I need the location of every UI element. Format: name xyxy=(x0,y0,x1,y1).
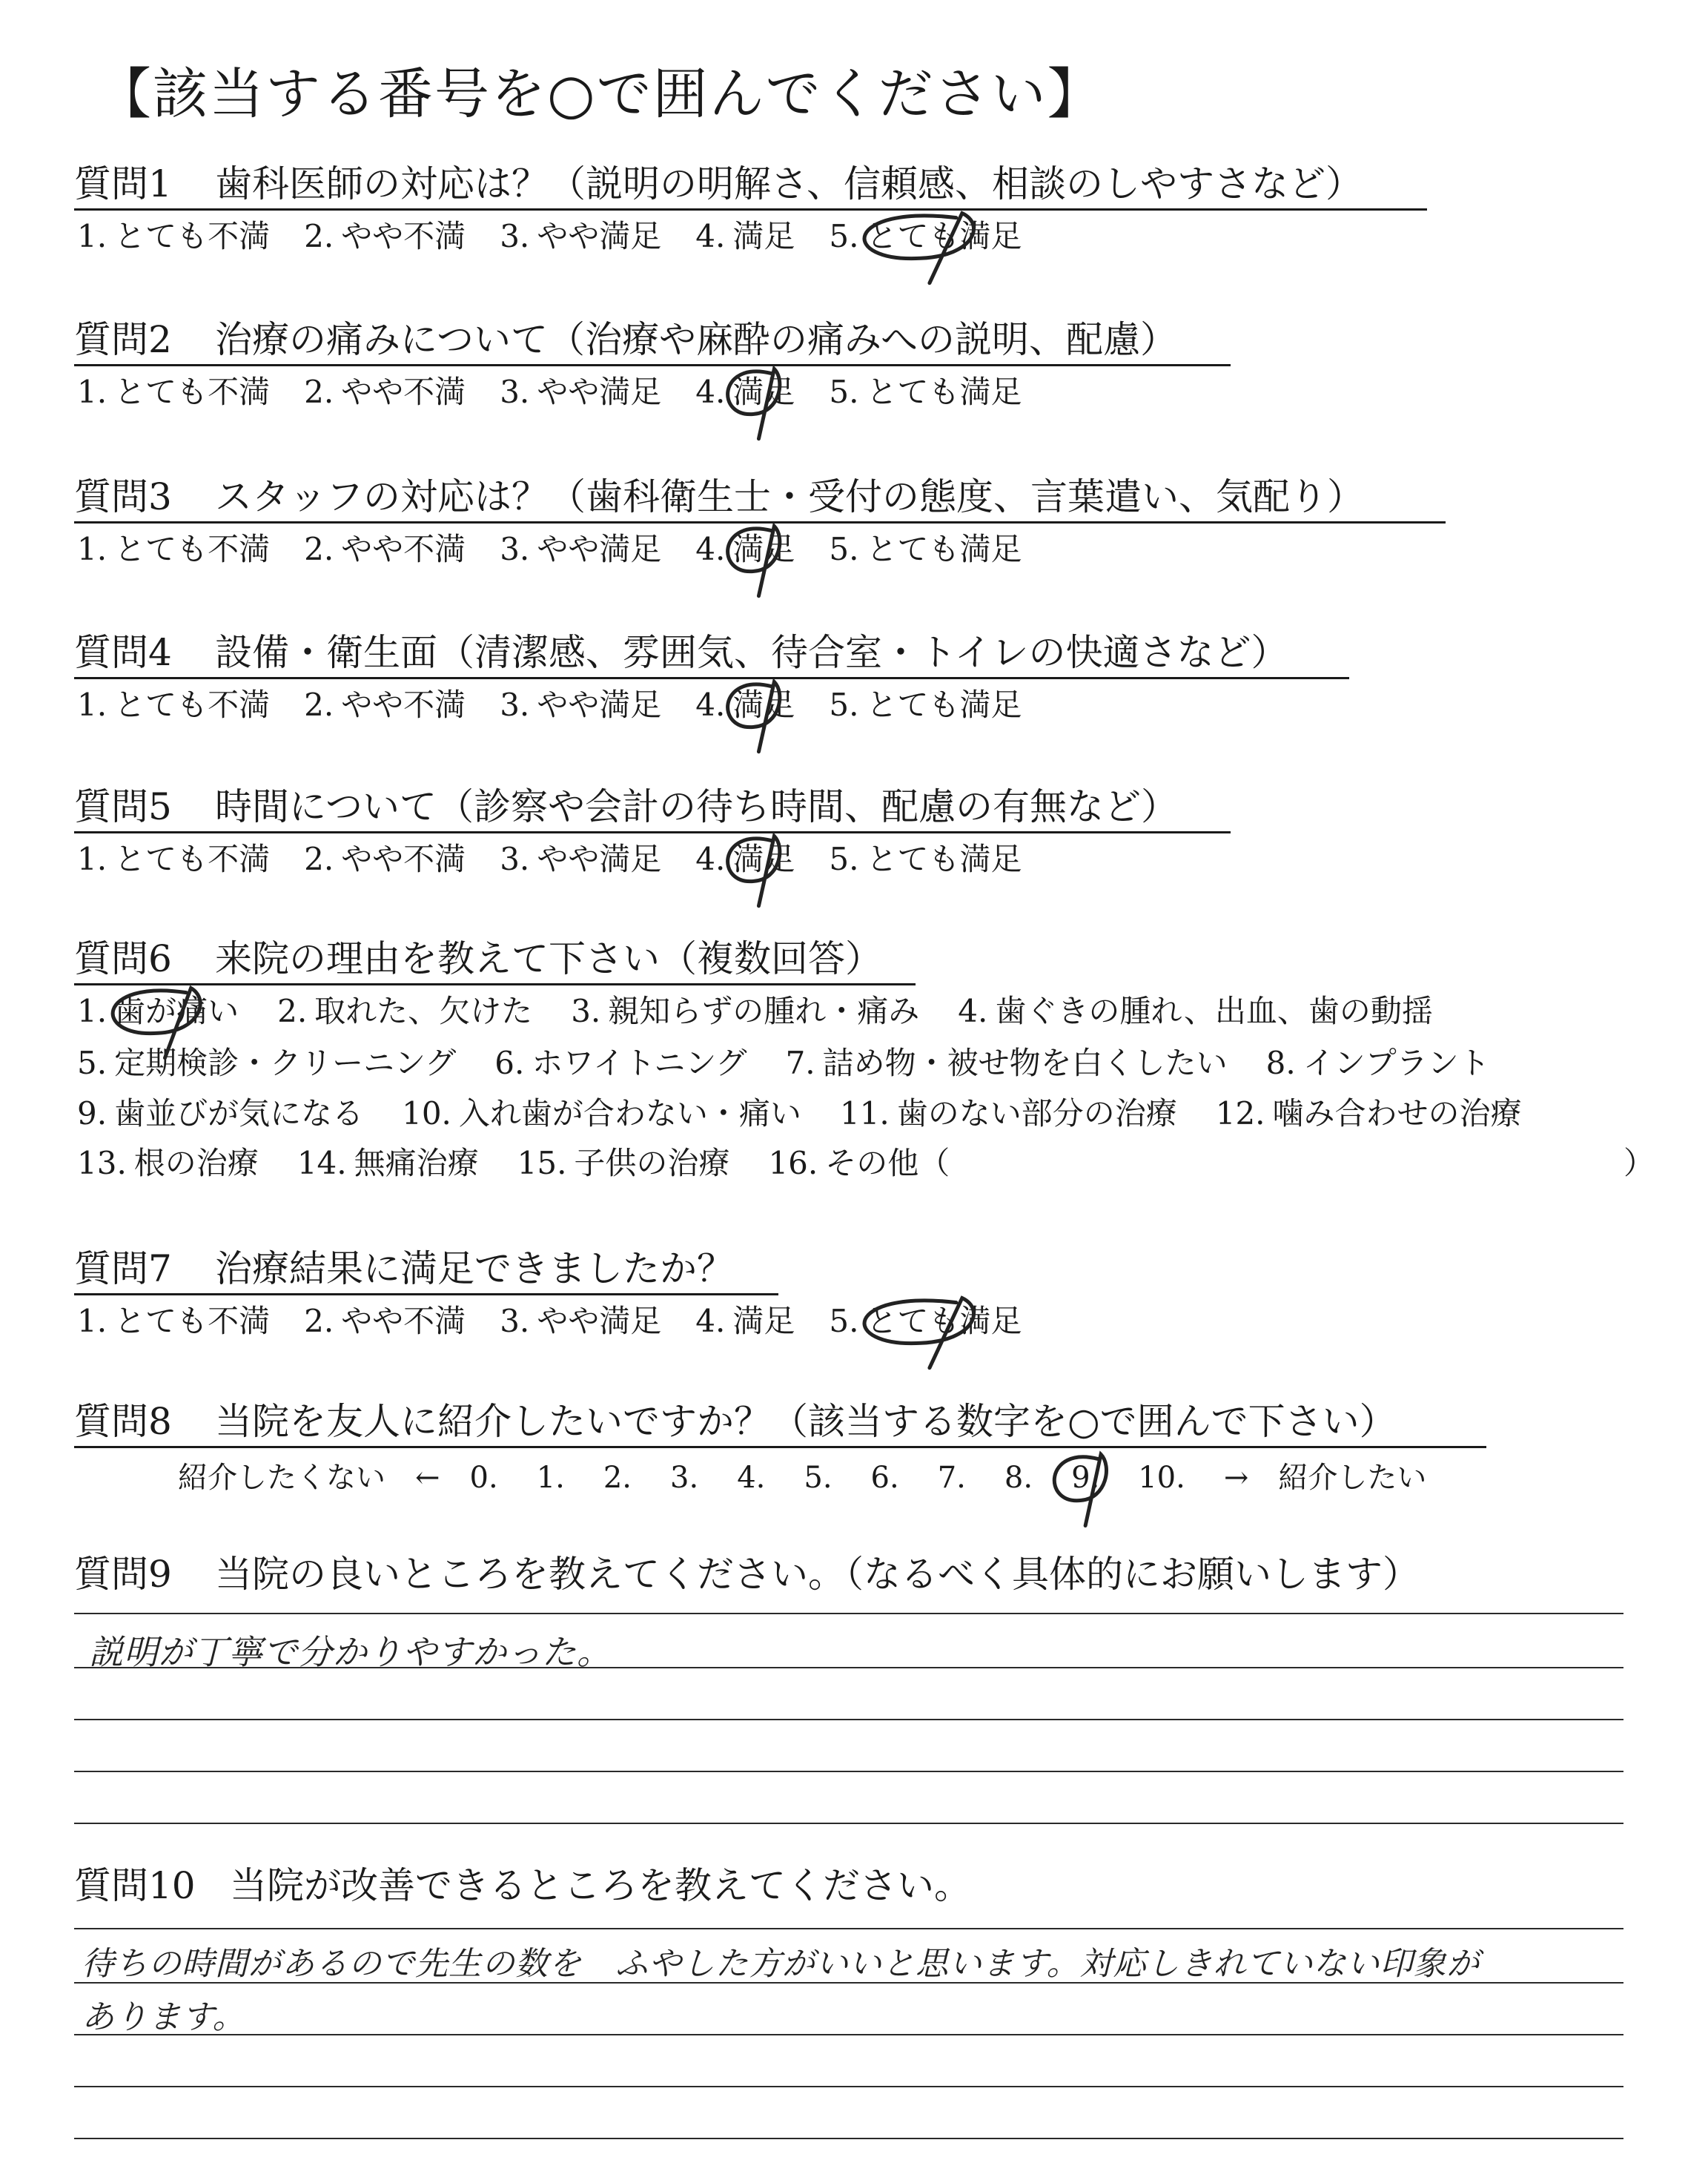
q6-row xyxy=(77,992,1472,1031)
q10-heading xyxy=(74,1863,971,1908)
rating-option[interactable] xyxy=(695,217,795,256)
scale-number[interactable]: 7. xyxy=(937,1461,966,1495)
q6-underline xyxy=(74,983,916,985)
reason-option[interactable] xyxy=(958,993,1433,1029)
option-label: 子供の治療 xyxy=(574,1145,730,1181)
option-number: 5. xyxy=(829,374,859,410)
q8-scale xyxy=(178,1459,1426,1496)
option-number: 3. xyxy=(500,1303,530,1339)
option-number: 2. xyxy=(304,1303,334,1339)
q10-line-1 xyxy=(74,1928,1623,1929)
rating-option[interactable] xyxy=(500,686,661,724)
q10-line-3 xyxy=(74,2034,1623,2035)
option-label: 無痛治療 xyxy=(354,1145,479,1181)
rating-option[interactable] xyxy=(304,530,466,569)
option-label: 歯ぐきの腫れ、出血、歯の動揺 xyxy=(995,993,1433,1029)
reason-option[interactable] xyxy=(77,1045,456,1081)
rating-option[interactable] xyxy=(500,217,661,256)
page-title: 【該当する番号を○で囲んでください】 xyxy=(96,62,1104,126)
option-number: 13. xyxy=(77,1145,127,1181)
option-number: 6. xyxy=(494,1045,525,1081)
option-number: 5. xyxy=(77,1045,107,1081)
option-number: 4. xyxy=(695,374,726,410)
scale-number[interactable]: 8. xyxy=(1004,1461,1033,1495)
option-label: インプラント xyxy=(1302,1045,1490,1081)
q7-underline xyxy=(74,1293,778,1295)
q3-heading xyxy=(74,475,1364,519)
q6-row xyxy=(77,1094,1560,1133)
q8-left-arrow: ← xyxy=(415,1461,440,1495)
q8-underline xyxy=(74,1446,1486,1448)
option-label: とても不満 xyxy=(114,374,271,410)
reason-option[interactable] xyxy=(786,1045,1228,1081)
option-number: 4. xyxy=(958,993,988,1029)
option-number: 4. xyxy=(695,841,726,877)
q9-number: 質問9 xyxy=(74,1553,172,1596)
rating-option[interactable] xyxy=(304,686,466,724)
rating-option[interactable] xyxy=(77,530,270,569)
q10-answer-line1[interactable]: 待ちの時間があるので先生の数を ふやした方がいいと思います。対応しきれていない印象が xyxy=(82,1945,1480,1983)
option-number: 8. xyxy=(1265,1045,1296,1081)
option-number: 16. xyxy=(768,1145,818,1181)
q9-heading xyxy=(74,1552,1420,1596)
option-label: とても満足 xyxy=(866,841,1022,877)
rating-option[interactable] xyxy=(304,1302,466,1341)
q9-line-5 xyxy=(74,1823,1623,1824)
option-number: 1. xyxy=(77,531,107,567)
q4-number: 質問4 xyxy=(74,631,172,674)
reason-option[interactable] xyxy=(277,993,532,1029)
q1-options xyxy=(77,217,1056,256)
rating-option[interactable] xyxy=(77,217,270,256)
rating-option[interactable] xyxy=(77,686,270,724)
scale-number[interactable]: 9. xyxy=(1071,1461,1100,1495)
option-label: とても満足 xyxy=(866,531,1022,567)
q2-heading xyxy=(74,317,1177,362)
option-label: ホワイトニング xyxy=(532,1045,747,1081)
option-label: 満足 xyxy=(732,218,795,254)
option-number: 10. xyxy=(402,1095,451,1132)
option-label: やや満足 xyxy=(537,531,662,567)
q2-number: 質問2 xyxy=(74,318,172,361)
q1-underline xyxy=(74,208,1427,211)
option-number: 3. xyxy=(500,841,530,877)
option-number: 1. xyxy=(77,993,107,1029)
q4-underline xyxy=(74,677,1349,679)
q6-text: 来院の理由を教えて下さい（複数回答） xyxy=(215,937,882,980)
rating-option[interactable] xyxy=(829,1302,1022,1341)
scale-number[interactable]: 10. xyxy=(1138,1461,1185,1495)
reason-option[interactable] xyxy=(768,1145,950,1181)
scale-number[interactable]: 0. xyxy=(469,1461,498,1495)
reason-option[interactable] xyxy=(1216,1095,1522,1132)
q4-heading xyxy=(74,630,1288,675)
q6-row xyxy=(77,1144,988,1183)
option-number: 15. xyxy=(517,1145,567,1181)
option-number: 3. xyxy=(500,374,530,410)
option-label: とても満足 xyxy=(866,374,1022,410)
option-number: 2. xyxy=(304,218,334,254)
reason-option[interactable] xyxy=(840,1095,1177,1132)
q3-number: 質問3 xyxy=(74,475,172,518)
option-number: 2. xyxy=(304,374,334,410)
option-label: とても不満 xyxy=(114,531,271,567)
scale-number[interactable]: 5. xyxy=(804,1461,833,1495)
option-number: 5. xyxy=(829,687,859,723)
option-label: 根の治療 xyxy=(133,1145,259,1181)
q6-other-close: ） xyxy=(1623,1145,1655,1181)
q4-options xyxy=(77,686,1056,724)
q2-text: 治療の痛みについて（治療や麻酔の痛みへの説明、配慮） xyxy=(215,318,1177,361)
q8-heading xyxy=(74,1399,1397,1444)
option-label: やや満足 xyxy=(537,841,662,877)
scale-number[interactable]: 6. xyxy=(870,1461,899,1495)
rating-option[interactable] xyxy=(500,530,661,569)
option-number: 3. xyxy=(500,687,530,723)
option-label: とても満足 xyxy=(866,1303,1022,1339)
rating-option[interactable] xyxy=(500,840,661,879)
option-label: 歯のない部分の治療 xyxy=(896,1095,1177,1132)
option-label: やや満足 xyxy=(537,218,662,254)
option-number: 4. xyxy=(695,218,726,254)
option-label: 満足 xyxy=(732,374,795,410)
option-number: 3. xyxy=(500,218,530,254)
reason-option[interactable] xyxy=(77,993,239,1029)
option-label: とても不満 xyxy=(114,687,271,723)
option-label: その他（ xyxy=(825,1145,950,1181)
rating-option[interactable] xyxy=(695,530,795,569)
option-label: とても不満 xyxy=(114,1303,271,1339)
option-label: 親知らずの腫れ・痛み xyxy=(608,993,920,1029)
option-label: 歯並びが気になる xyxy=(114,1095,364,1132)
option-label: 満足 xyxy=(732,841,795,877)
option-number: 1. xyxy=(77,218,107,254)
option-label: やや満足 xyxy=(537,374,662,410)
option-number: 5. xyxy=(829,531,859,567)
scale-number[interactable]: 2. xyxy=(603,1461,632,1495)
option-label: やや不満 xyxy=(341,687,466,723)
q7-text: 治療結果に満足できましたか？ xyxy=(215,1247,734,1290)
rating-option[interactable] xyxy=(77,840,270,879)
q5-underline xyxy=(74,831,1231,833)
option-number: 3. xyxy=(500,531,530,567)
reason-option[interactable] xyxy=(517,1145,730,1181)
reason-option[interactable] xyxy=(77,1095,363,1132)
option-number: 2. xyxy=(277,993,308,1029)
q3-underline xyxy=(74,521,1446,524)
rating-option[interactable] xyxy=(304,217,466,256)
option-label: 満足 xyxy=(732,687,795,723)
q10-answer-line2[interactable]: あります。 xyxy=(82,1998,246,2036)
rating-option[interactable] xyxy=(829,840,1022,879)
q10-number: 質問10 xyxy=(74,1864,196,1907)
q1-number: 質問1 xyxy=(74,162,172,205)
q7-options xyxy=(77,1302,1056,1341)
q5-options xyxy=(77,840,1056,879)
reason-option[interactable] xyxy=(297,1145,479,1181)
option-label: とても不満 xyxy=(114,218,271,254)
rating-option[interactable] xyxy=(304,840,466,879)
option-label: 詰め物・被せ物を白くしたい xyxy=(822,1045,1228,1081)
q7-heading xyxy=(74,1246,734,1291)
option-label: やや不満 xyxy=(341,531,466,567)
rating-option[interactable] xyxy=(500,373,661,412)
option-number: 5. xyxy=(829,218,859,254)
rating-option[interactable] xyxy=(829,530,1022,569)
option-number: 5. xyxy=(829,841,859,877)
reason-option[interactable] xyxy=(77,1145,259,1181)
rating-option[interactable] xyxy=(829,217,1022,256)
option-number: 9. xyxy=(77,1095,107,1132)
scale-number[interactable]: 1. xyxy=(536,1461,565,1495)
option-label: 満足 xyxy=(732,531,795,567)
reason-option[interactable] xyxy=(571,993,919,1029)
option-label: 歯が痛い xyxy=(114,993,239,1029)
option-number: 12. xyxy=(1215,1095,1265,1132)
option-label: やや不満 xyxy=(341,1303,466,1339)
option-number: 2. xyxy=(304,531,334,567)
q7-number: 質問7 xyxy=(74,1247,172,1290)
option-number: 7. xyxy=(785,1045,815,1081)
option-label: やや満足 xyxy=(537,1303,662,1339)
option-label: とても不満 xyxy=(114,841,271,877)
q9-line-4 xyxy=(74,1771,1623,1772)
rating-option[interactable] xyxy=(695,686,795,724)
q5-text: 時間について（診察や会計の待ち時間、配慮の有無など） xyxy=(215,785,1178,828)
option-number: 5. xyxy=(829,1303,859,1339)
q2-options xyxy=(77,373,1056,412)
option-label: やや不満 xyxy=(341,218,466,254)
q3-options xyxy=(77,530,1056,569)
rating-option[interactable] xyxy=(77,373,270,412)
q6-number: 質問6 xyxy=(74,937,172,980)
q5-number: 質問5 xyxy=(74,785,172,828)
q9-answer[interactable]: 説明が丁寧で分かりやすかった。 xyxy=(89,1632,612,1672)
q2-underline xyxy=(74,364,1231,366)
option-number: 1. xyxy=(77,687,107,723)
rating-option[interactable] xyxy=(695,373,795,412)
scale-number[interactable]: 3. xyxy=(670,1461,699,1495)
q8-text: 当院を友人に紹介したいですか？（該当する数字を○で囲んで下さい） xyxy=(215,1400,1397,1443)
q6-row xyxy=(77,1044,1529,1083)
reason-option[interactable] xyxy=(1266,1045,1490,1081)
rating-option[interactable] xyxy=(829,373,1022,412)
q6-heading xyxy=(74,937,882,981)
rating-option[interactable] xyxy=(304,373,466,412)
q4-text: 設備・衛生面（清潔感、雰囲気、待合室・トイレの快適さなど） xyxy=(215,631,1288,674)
q9-line-3 xyxy=(74,1719,1623,1720)
option-label: やや不満 xyxy=(341,841,466,877)
option-label: 噛み合わせの治療 xyxy=(1272,1095,1522,1132)
q1-text: 歯科医師の対応は？（説明の明解さ、信頼感、相談のしやすさなど） xyxy=(215,162,1363,205)
q1-heading xyxy=(74,162,1363,206)
option-number: 1. xyxy=(77,1303,107,1339)
option-number: 3. xyxy=(571,993,601,1029)
reason-option[interactable] xyxy=(402,1095,801,1132)
scale-number[interactable]: 4. xyxy=(737,1461,766,1495)
option-number: 4. xyxy=(695,531,726,567)
option-number: 4. xyxy=(695,1303,726,1339)
q9-line-1 xyxy=(74,1613,1623,1614)
option-label: 定期検診・クリーニング xyxy=(114,1045,457,1081)
q10-line-4 xyxy=(74,2086,1623,2087)
option-label: 取れた、欠けた xyxy=(314,993,533,1029)
reason-option[interactable] xyxy=(494,1045,747,1081)
rating-option[interactable] xyxy=(829,686,1022,724)
option-label: やや不満 xyxy=(341,374,466,410)
q8-left-label: 紹介したくない xyxy=(178,1461,385,1495)
rating-option[interactable] xyxy=(77,1302,270,1341)
option-label: 入れ歯が合わない・痛い xyxy=(458,1095,801,1132)
rating-option[interactable] xyxy=(695,840,795,879)
q9-text: 当院の良いところを教えてください。（なるべく具体的にお願いします） xyxy=(215,1553,1420,1596)
option-number: 4. xyxy=(695,687,726,723)
option-label: 満足 xyxy=(732,1303,795,1339)
option-number: 1. xyxy=(77,374,107,410)
option-label: とても満足 xyxy=(866,218,1022,254)
option-number: 2. xyxy=(304,841,334,877)
q5-heading xyxy=(74,785,1178,829)
q10-line-5 xyxy=(74,2138,1623,2139)
q10-text: 当院が改善できるところを教えてください。 xyxy=(230,1864,971,1907)
option-number: 1. xyxy=(77,841,107,877)
q8-number: 質問8 xyxy=(74,1400,172,1443)
q8-right-arrow: → xyxy=(1223,1461,1249,1495)
option-number: 14. xyxy=(297,1145,347,1181)
q3-text: スタッフの対応は？（歯科衛生士・受付の態度、言葉遣い、気配り） xyxy=(215,475,1364,518)
option-number: 2. xyxy=(304,687,334,723)
option-label: やや満足 xyxy=(537,687,662,723)
q8-right-label: 紹介したい xyxy=(1278,1461,1427,1495)
option-number: 11. xyxy=(839,1095,890,1132)
option-label: とても満足 xyxy=(866,687,1022,723)
rating-option[interactable] xyxy=(500,1302,661,1341)
rating-option[interactable] xyxy=(695,1302,795,1341)
